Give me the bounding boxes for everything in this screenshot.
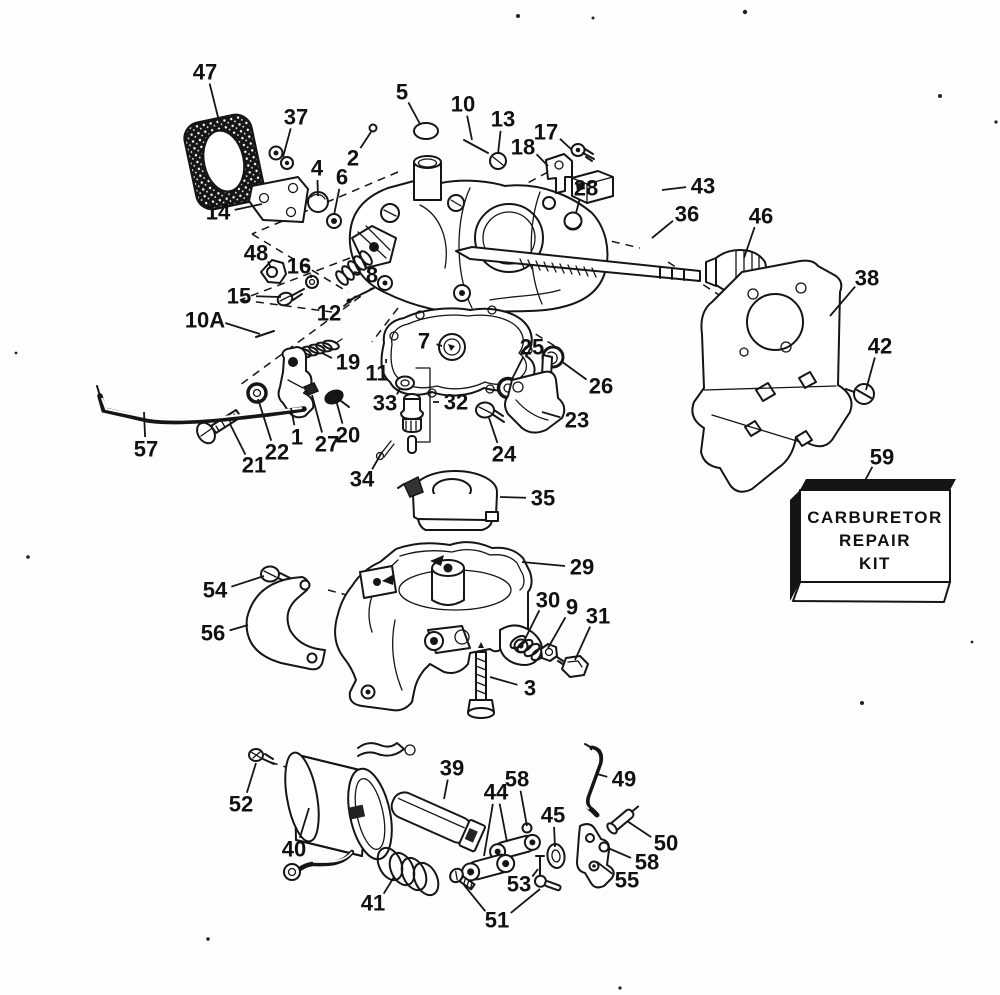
part-label-15: 15 [226,283,252,309]
part-label-46: 46 [748,203,774,229]
part-label-49: 49 [611,766,637,792]
leader-line-57 [144,412,145,437]
leader-line-17 [560,139,572,150]
clip-18-shape [546,154,572,193]
part-label-10: 10 [450,91,476,117]
leader-line-29 [522,562,565,566]
repair-kit-box-59 [790,479,956,602]
nozzle-shape [401,394,423,432]
part-label-40: 40 [281,836,307,862]
screw-52-shape [249,749,274,764]
leader-line-27 [312,395,322,433]
part-label-11: 11 [365,360,389,386]
kit-box-line-1: CARBURETOR [807,508,943,527]
part-label-43: 43 [690,173,716,199]
leader-line-19 [322,353,332,358]
part-label-6: 6 [335,164,349,190]
part-label-59: 59 [869,444,895,470]
part-label-58: 58 [504,766,530,792]
pin-10-shape [464,140,488,153]
part-label-54: 54 [202,577,228,603]
part-label-39: 39 [439,755,465,781]
kit-box-line-3: KIT [859,554,891,573]
leader-line-52 [247,763,256,793]
ring-33-shape [396,377,414,390]
leader-line-3 [490,677,517,685]
washer-28-shape [565,213,582,230]
part-label-53: 53 [506,871,532,897]
part-label-3: 3 [523,675,537,701]
part-label-23: 23 [564,407,590,433]
leader-line-22 [258,399,271,441]
leader-line-37 [283,128,291,157]
part-label-35: 35 [530,485,556,511]
leader-line-21 [230,424,245,455]
leader-line-35 [500,497,526,498]
clamp-56-shape [247,577,325,669]
ball-2-shape [370,125,377,132]
part-label-19: 19 [335,349,361,375]
part-label-22: 22 [264,439,290,465]
leader-line-53 [532,869,538,877]
part-label-44: 44 [483,779,509,805]
ring-13-shape [490,153,506,169]
part-label-24: 24 [491,441,517,467]
part-label-47: 47 [192,59,218,85]
part-label-50: 50 [653,830,679,856]
leader-line-13 [498,131,501,154]
link-wire-57-shape [97,386,304,422]
leader-line-10 [467,116,472,140]
leader-line-54 [231,576,264,587]
leader-line-8 [354,272,359,273]
leader-line-51 [464,885,485,911]
leader-line-58 [521,791,527,826]
leader-line-44 [500,804,507,842]
part-label-51: 51 [484,907,510,933]
part-label-52: 52 [228,791,254,817]
leader-line-39 [444,780,448,799]
part-label-48: 48 [243,240,269,266]
pin-53-shape [536,856,544,876]
screw-17-shape [572,144,595,161]
part-label-20: 20 [335,422,361,448]
part-label-57: 57 [133,436,159,462]
part-label-30: 30 [535,587,561,613]
part-label-13: 13 [490,106,516,132]
retainer-clip-shape [358,743,415,756]
part-label-8: 8 [365,262,379,288]
part-label-36: 36 [674,201,700,227]
leader-line-36 [652,221,673,238]
leader-line-15 [256,296,281,297]
washer-22-shape [248,384,266,402]
float-35-shape [398,471,498,530]
part-label-21: 21 [241,452,267,478]
carburetor-body-shape [350,156,608,313]
plate-38-shape [692,261,851,492]
leader-line-49 [597,774,607,777]
screw-15-shape [276,289,304,308]
part-label-16: 16 [286,253,312,279]
part-label-29: 29 [569,554,595,580]
leader-line-26 [561,361,587,380]
fitting-50-shape [606,802,642,835]
part-label-27: 27 [314,431,340,457]
bolt-31-shape [557,656,588,677]
part-label-38: 38 [854,265,880,291]
part-label-17: 17 [533,119,559,145]
part-label-55: 55 [614,867,640,893]
part-label-41: 41 [360,890,386,916]
leader-line-50 [627,821,651,837]
part-label-7: 7 [417,328,431,354]
part-label-9: 9 [565,594,579,620]
nut-37-shape [270,147,294,170]
part-label-45: 45 [540,802,566,828]
grommet-6-shape [327,214,341,228]
rod-49-shape [585,744,601,815]
part-label-34: 34 [349,466,375,492]
part-label-25: 25 [519,334,545,360]
ring-58b-shape [600,843,609,852]
leader-line-2 [360,132,371,148]
part-label-5: 5 [395,79,409,105]
part-label-33: 33 [372,390,398,416]
leader-line-56 [230,625,248,630]
leader-line-5 [408,102,420,124]
leader-line-45 [554,827,555,847]
part-label-26: 26 [588,373,614,399]
part-label-14: 14 [205,199,231,225]
part-label-37: 37 [283,104,309,130]
leader-line-43 [662,187,686,190]
arm-55-shape [577,824,614,887]
leader-line-6 [334,189,339,215]
roller-39-shape [387,788,485,852]
part-label-32: 32 [443,389,469,415]
leader-line-20 [336,400,342,424]
bowl-center-boss [432,560,464,605]
plug-5-shape [414,123,438,139]
part-label-4: 4 [310,155,324,181]
kit-box-line-2: REPAIR [839,531,911,550]
bushing-45-shape [546,843,566,869]
leader-line-9 [548,617,565,648]
leader-line-10A [225,323,260,334]
leader-line-24 [489,418,497,443]
leader-line-58 [608,848,631,858]
part-label-1: 1 [290,424,304,450]
roller-20-shape [322,387,349,407]
part-label-10A: 10A [184,307,226,333]
pin-shape [408,436,416,453]
part-label-12: 12 [316,300,342,326]
part-label-2: 2 [346,145,360,171]
part-label-42: 42 [867,333,893,359]
leader-line-4 [317,180,318,196]
float-bowl-29-shape [335,542,542,710]
part-label-28: 28 [573,175,599,201]
part-label-31: 31 [585,603,611,629]
part-label-18: 18 [510,134,536,160]
part-label-58: 58 [634,849,660,875]
leader-line-31 [575,627,590,660]
bowl-pivot-boss [425,626,470,653]
part-label-56: 56 [200,620,226,646]
